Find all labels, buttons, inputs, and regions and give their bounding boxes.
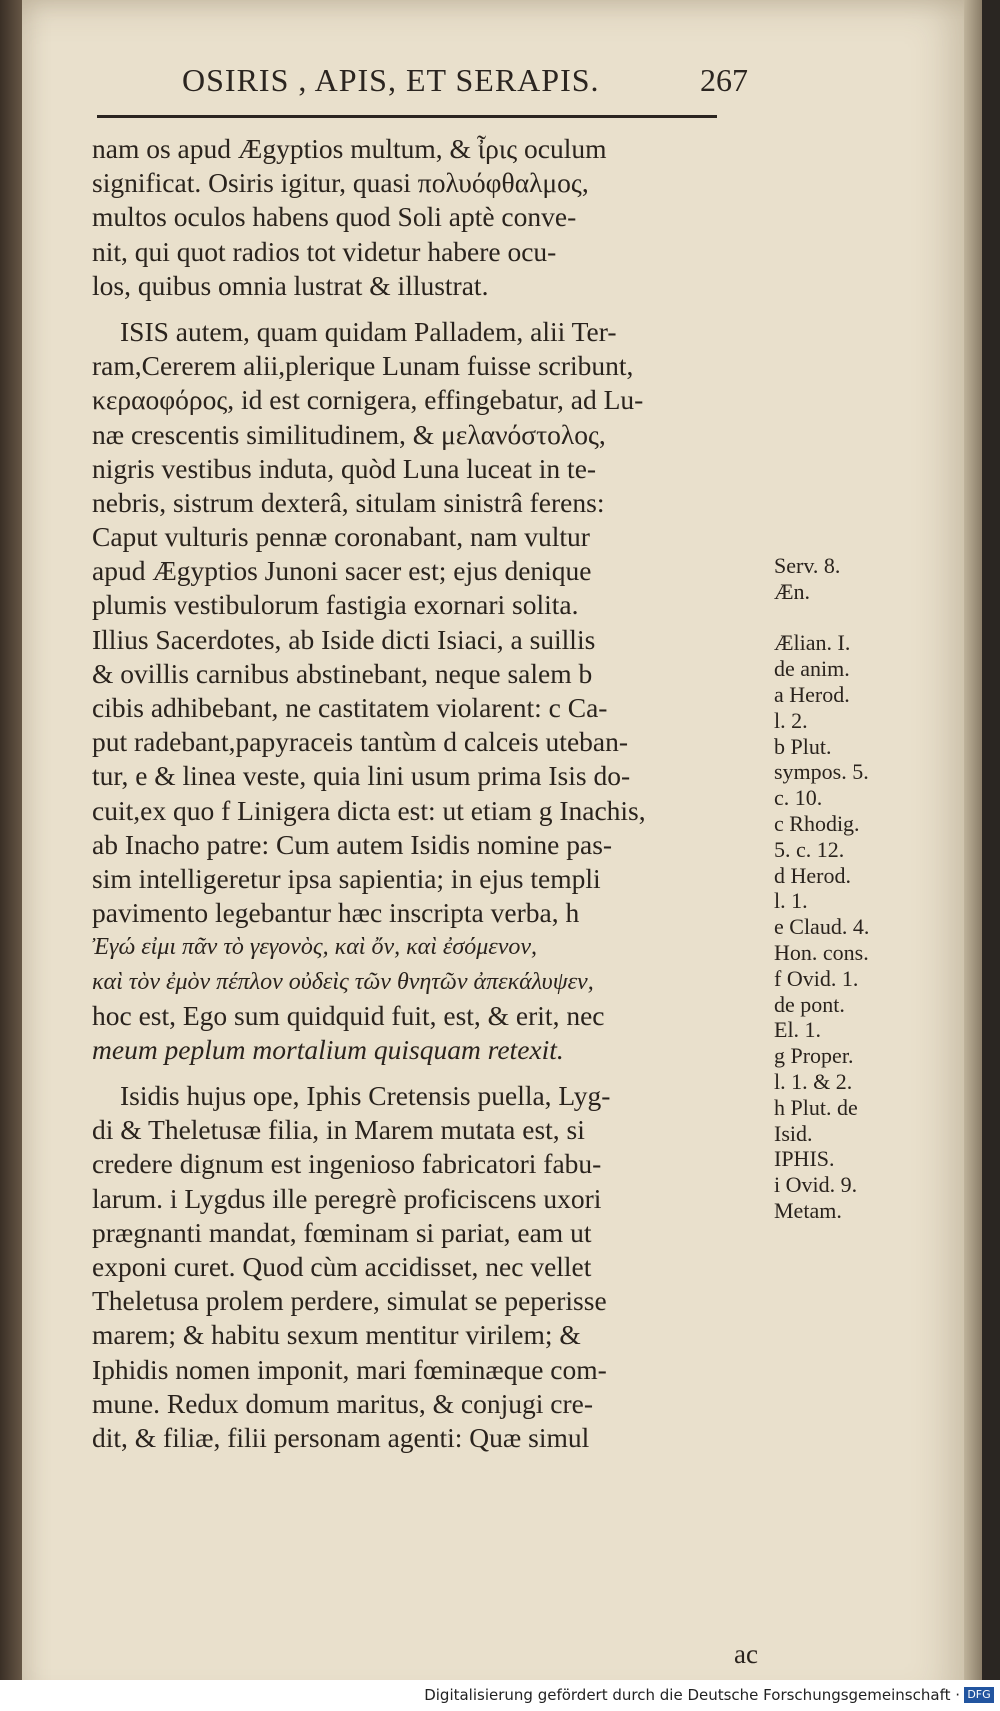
book-page [22, 0, 982, 1711]
text-line: meum peplum mortalium quisquam retexit. [92, 1033, 564, 1065]
margin-note: i Ovid. 9. [774, 1172, 858, 1198]
margin-note: b Plut. [774, 733, 832, 759]
page-edge [964, 0, 982, 1711]
margin-note: Metam. [774, 1197, 842, 1223]
running-title: OSIRIS , APIS, ET SERAPIS. [182, 62, 600, 98]
margin-note: Serv. 8. [774, 553, 841, 578]
margin-note: de pont. [774, 991, 845, 1017]
funding-credit: Digitalisierung gefördert durch die Deutsche Forschungsgemeinschaft · [424, 1686, 960, 1704]
text-line: nebris, sistrum dexterâ, situlam sinistrâ ferens: [92, 486, 605, 518]
margin-note: de anim. [774, 656, 850, 682]
text-line: larum. i Lygdus ille peregrè proficiscens uxori [92, 1182, 602, 1214]
text-line: cuit,ex quo f Linigera dicta est: ut etiam g Inachis, [92, 794, 646, 826]
greek-line: Ἐγώ εἰμι πᾶν τὸ γεγονὸς, καὶ ὄν, καὶ ἐσόμενον, [92, 934, 537, 961]
text-line: multos oculos habens quod Soli aptè conve- [92, 201, 577, 233]
text-line: Illius Sacerdotes, ab Iside dicti Isiaci, a suillis [92, 623, 596, 655]
margin-note [774, 605, 924, 631]
margin-note: Isid. [774, 1120, 813, 1146]
text-line: ISIS autem, quam quidam Palladem, alii Ter- [120, 315, 617, 347]
text-line: Theletusa prolem perdere, simulat se peperisse [92, 1285, 607, 1317]
margin-note: d Herod. [774, 862, 851, 888]
text-line: cibis adhibebant, ne castitatem violarent: c Ca- [92, 692, 608, 723]
text-line: put radebant,papyraceis tantùm d calceis uteban- [92, 726, 629, 758]
text-line: ab Inacho patre: Cum autem Isidis nomine pas- [92, 828, 613, 860]
text-line: prægnanti mandat, fœminam si pariat, eam ut [92, 1216, 592, 1248]
margin-note: Æn. [774, 578, 811, 604]
margin-note: h Plut. de [774, 1094, 858, 1120]
book-spine [0, 0, 24, 1711]
text-line: Caput vulturis pennæ coronabant, nam vultur [92, 521, 590, 553]
dfg-logo-icon: DFG [964, 1687, 994, 1703]
text-line: apud Ægyptios Junoni sacer est; ejus denique [92, 555, 592, 587]
paragraph-isis [92, 315, 732, 1067]
catchword: ac [734, 1639, 758, 1669]
greek-line: καὶ τὸν ἐμὸν πέπλον οὐδεὶς τῶν θνητῶν ἀπεκάλυψεν, [92, 968, 594, 995]
margin-note: Ælian. I. [774, 630, 851, 656]
main-text [92, 132, 732, 1455]
margin-note: f Ovid. 1. [774, 965, 859, 991]
text-line: mune. Redux domum maritus, & conjugi cre- [92, 1387, 594, 1419]
text-line: hoc est, Ego sum quidquid fuit, est, & erit, nec [92, 999, 605, 1031]
margin-note: 5. c. 12. [774, 836, 845, 862]
margin-note: l. 2. [774, 707, 808, 733]
text-line: næ crescentis similitudinem, & μελανόστολος, [92, 418, 606, 450]
text-line: nigris vestibus induta, quòd Luna luceat in te- [92, 452, 597, 484]
text-line: ram,Cererem alii,plerique Lunam fuisse scribunt, [92, 350, 634, 382]
paragraph-iphis [92, 1079, 732, 1455]
text-line: credere dignum est ingenioso fabricatori fabu- [92, 1148, 602, 1180]
margin-note: g Proper. [774, 1043, 854, 1069]
margin-note: c. 10. [774, 785, 823, 811]
margin-note: e Claud. 4. [774, 914, 870, 940]
text-line: di & Theletusæ filia, in Marem mutata est, si [92, 1114, 585, 1146]
text-line: significat. Osiris igitur, quasi πολυόφθαλμος, [92, 167, 589, 199]
digitization-footer [0, 1680, 1000, 1711]
text-line: exponi curet. Quod cùm accidisset, nec vellet [92, 1251, 592, 1282]
page-number: 267 [700, 62, 748, 98]
text-line: Iphidis nomen imponit, mari fœminæque com- [92, 1353, 607, 1385]
margin-note: a Herod. [774, 681, 850, 707]
text-line: marem; & habitu sexum mentitur virilem; & [92, 1319, 581, 1351]
margin-note: c Rhodig. [774, 810, 860, 836]
header-rule [97, 115, 717, 118]
margin-note: El. 1. [774, 1017, 822, 1043]
margin-note: Hon. cons. [774, 939, 869, 965]
text-line: pavimento legebantur hæc inscripta verba, h [92, 897, 580, 929]
text-line: tur, e & linea veste, quia lini usum prima Isis do- [92, 760, 631, 792]
text-line: plumis vestibulorum fastigia exornari solita. [92, 589, 579, 621]
text-line: & ovillis carnibus abstinebant, neque salem b [92, 657, 593, 689]
page-header [22, 62, 982, 102]
margin-note: l. 1. & 2. [774, 1068, 853, 1094]
margin-note: sympos. 5. [774, 759, 869, 785]
paragraph-osiris [92, 132, 732, 303]
text-line: Isidis hujus ope, Iphis Cretensis puella, Lyg- [120, 1080, 611, 1112]
margin-notes [774, 553, 924, 1224]
text-line: κεραοφόρος, id est cornigera, effingebatur, ad Lu- [92, 384, 644, 416]
text-line: nit, qui quot radios tot videtur habere ocu- [92, 235, 557, 267]
margin-note: IPHIS. [774, 1146, 835, 1172]
text-line: los, quibus omnia lustrat & illustrat. [92, 269, 489, 301]
text-line: nam os apud Ægyptios multum, & ἶρις oculum [92, 133, 607, 164]
margin-note: l. 1. [774, 888, 808, 914]
text-line: dit, & filiæ, filii personam agenti: Quæ simul [92, 1421, 590, 1453]
text-line: sim intelligeretur ipsa sapientia; in ejus templi [92, 862, 601, 894]
